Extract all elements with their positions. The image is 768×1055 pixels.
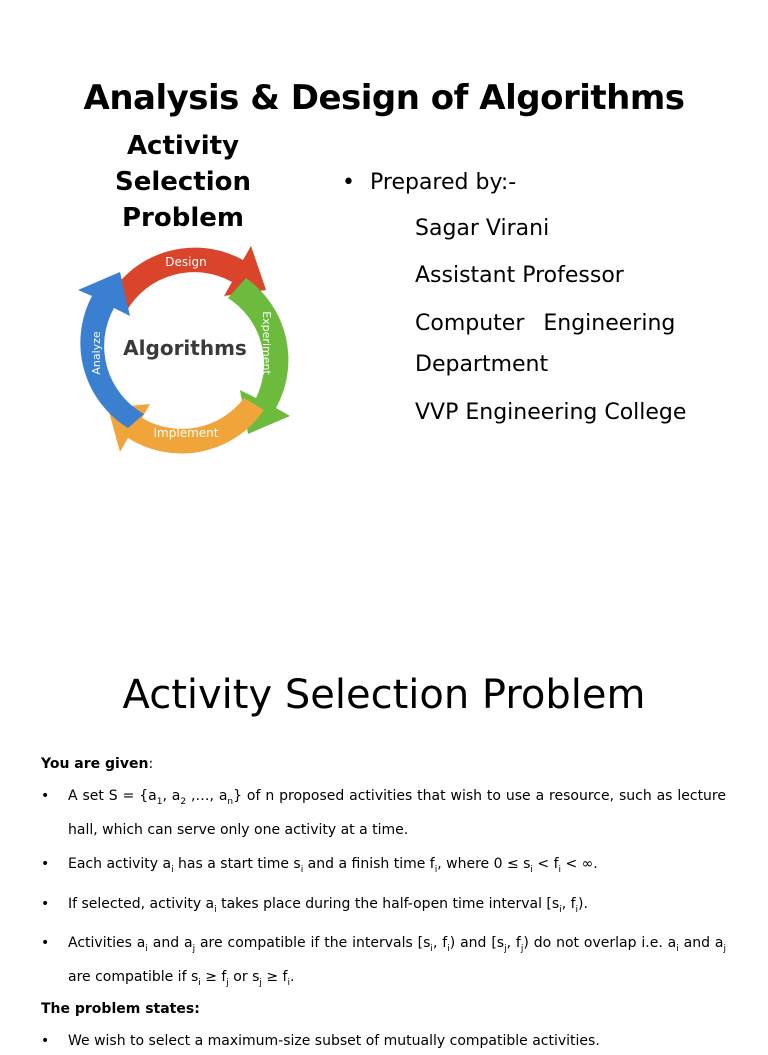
subscript: j [520,944,524,955]
subscript: i [575,904,579,915]
problem-statement [41,752,726,1055]
subscript: i [676,944,679,955]
bullet: • [41,788,50,804]
text-run: We wish to select a maximum-size subset of mutually compatible activities. [68,1032,600,1049]
subscript: j [226,977,229,988]
subscript: n [227,796,234,807]
given-header [41,752,726,776]
topic-title-line: Selection [114,167,252,197]
department-line-1: Computer Engineering [415,311,676,336]
text-run: and a finish time f [303,855,435,872]
text-run: < f [532,855,559,872]
list-item [41,929,726,997]
topic-title-line: Activity [126,131,240,161]
author-name: Sagar Virani [415,216,550,241]
text-run: Each activity a [68,855,172,872]
text-run: If selected, activity a [68,895,215,912]
bullet: • [342,170,355,195]
text-run: } of n proposed activities that wish to use a resource, such as lecture hall, which can serve only one activity at a time. [68,788,726,838]
course-title: Analysis & Design of Algorithms [83,78,685,118]
subscript: i [558,864,562,875]
list-item [41,890,726,924]
subscript: 2 [180,796,187,807]
subscript: j [504,944,507,955]
subscript: i [214,904,217,915]
analyze-label: Analyze [90,331,103,375]
text-run: takes place during the half-open time interval [s [216,895,560,912]
bullet: • [41,935,50,952]
text-run: , f [432,935,448,952]
text-run: ) and [s [449,935,505,952]
list-item [41,850,726,884]
text-run: are compatible if s [68,969,199,986]
subscript: i [530,864,533,875]
subscript: i [171,864,174,875]
topic-title [90,128,276,236]
author-position: Assistant Professor [415,263,624,288]
text-run: , a [162,788,181,804]
text-run: and a [147,935,193,952]
text-run: and a [678,935,724,952]
text-run: ). [578,895,588,912]
text-run: Activities a [68,935,146,952]
given-header-colon: : [148,756,154,772]
list-item [41,1027,726,1055]
text-run: has a start time s [173,855,301,872]
subscript: i [198,977,201,988]
college-name: VVP Engineering College [415,400,687,425]
given-header-label: You are given [41,756,149,772]
text-run: , f [506,935,521,952]
text-run: ) do not overlap i.e. a [523,935,677,952]
subscript: i [145,944,148,955]
subscript: i [559,904,562,915]
text-run: . [289,969,295,986]
bullet: • [41,855,50,872]
text-run: are compatible if the intervals [s [195,935,431,952]
text-run: , f [561,895,576,912]
subscript: j [259,977,262,988]
bullet: • [41,895,50,912]
subscript: i [300,864,304,875]
text-run: A set S = {a [68,788,157,804]
text-run: , where 0 ≤ s [437,855,531,872]
subscript: i [287,977,290,988]
topic-title-line: Problem [122,203,244,233]
prepared-by-label: Prepared by:- [370,170,517,195]
cycle-center-label: Algorithms [123,336,247,360]
problem-header: The problem states: [41,1000,200,1017]
subscript: i [434,864,438,875]
subscript: i [447,944,450,955]
design-label: Design [165,255,207,269]
text-run: ,…, a [186,788,228,804]
problem-title: Activity Selection Problem [122,672,646,718]
department-line-2: Department [415,352,549,377]
text-run: < ∞. [561,855,598,872]
bullet: • [41,1032,50,1049]
prepared-by [342,166,516,200]
text-run: ≥ f [200,969,227,986]
text-run: ≥ f [261,969,288,986]
text-run: or s [228,969,260,986]
subscript: 1 [156,796,163,807]
experiment-label: Experiment [260,311,273,375]
algorithm-cycle-diagram [68,238,298,460]
subscript: i [430,944,433,955]
subscript: j [723,944,726,955]
list-item [41,782,726,844]
implement-label: Implement [153,426,219,440]
subscript: j [192,944,196,955]
